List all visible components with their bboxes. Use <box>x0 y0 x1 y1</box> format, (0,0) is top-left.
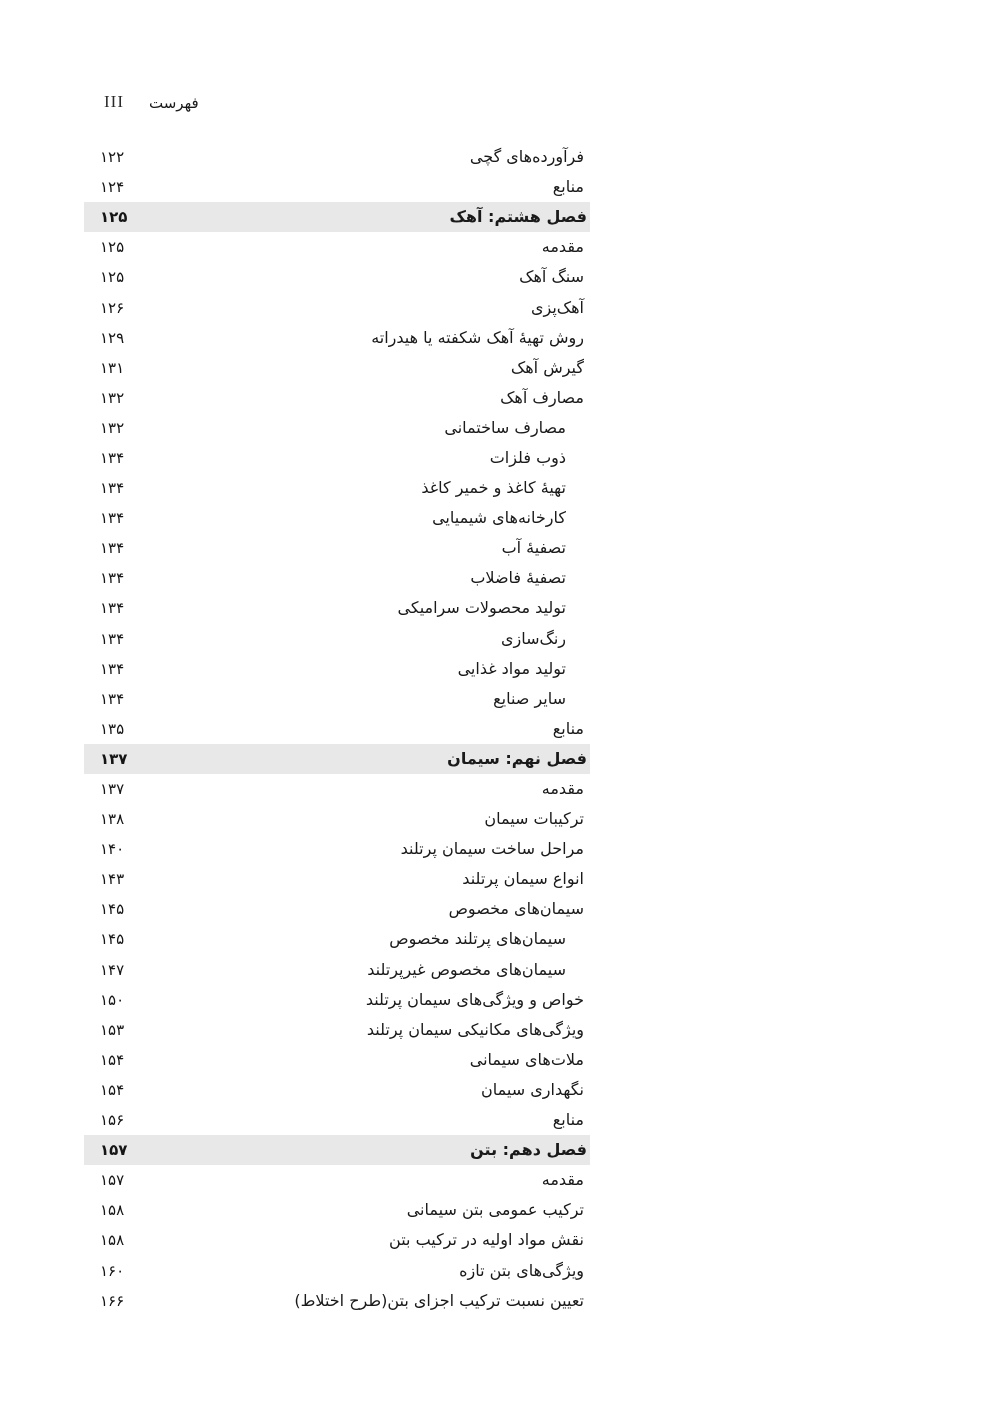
toc-entry <box>84 774 590 804</box>
toc-entry-page-number: ۱۳۴ <box>100 629 125 648</box>
toc-entry-page-number: ۱۶۶ <box>100 1291 125 1310</box>
toc-entry <box>84 413 590 443</box>
toc-entry <box>84 1015 590 1045</box>
toc-entry-page-number: ۱۲۴ <box>100 178 125 197</box>
toc-entry <box>84 864 590 894</box>
toc-entry <box>84 1225 590 1255</box>
toc-entry-title: تولید محصولات سرامیکی <box>397 598 566 618</box>
toc-entry-title: منابع <box>552 177 584 197</box>
toc-entry <box>84 443 590 473</box>
toc-entry-page-number: ۱۳۷ <box>100 780 125 799</box>
toc-entry-title: ترکیب عمومی بتن سیمانی <box>406 1200 584 1220</box>
toc-entry <box>84 834 590 864</box>
toc-entry-page-number: ۱۵۸ <box>100 1231 125 1250</box>
toc-entry-page-number: ۱۳۴ <box>100 539 125 558</box>
toc-entry-page-number: ۱۵۰ <box>100 990 125 1009</box>
toc-entry-page-number: ۱۳۴ <box>100 448 125 467</box>
toc-entry-page-number: ۱۳۱ <box>100 358 125 377</box>
toc-chapter-entry <box>84 202 590 232</box>
toc-entry-title: انواع سیمان پرتلند <box>462 869 584 889</box>
toc-entry <box>84 1255 590 1285</box>
toc-entry <box>84 593 590 623</box>
header-title: فهرست <box>149 94 199 112</box>
toc-entry-title: منابع <box>552 718 584 738</box>
toc-entry <box>84 1045 590 1075</box>
toc-entry-title: منابع <box>552 1110 584 1130</box>
toc-entry <box>84 353 590 383</box>
toc-entry-page-number: ۱۳۴ <box>100 509 125 528</box>
toc-entry-title: تولید مواد غذایی <box>457 658 566 678</box>
toc-entry <box>84 172 590 202</box>
toc-chapter-entry <box>84 1135 590 1165</box>
toc-entry-page-number: ۱۲۵ <box>100 208 128 227</box>
toc-entry-title: فصل دهم: بتن <box>470 1140 587 1160</box>
toc-entry-page-number: ۱۲۲ <box>100 148 125 167</box>
toc-entry-title: سیمان‌های پرتلند مخصوص <box>389 929 566 949</box>
toc-entry <box>84 473 590 503</box>
toc-entry <box>84 654 590 684</box>
toc-entry-page-number: ۱۳۴ <box>100 569 125 588</box>
page-header <box>0 0 1000 130</box>
toc-entry <box>84 1075 590 1105</box>
toc-entry-title: تصفیۀ فاضلاب <box>470 568 566 588</box>
toc-entry-page-number: ۱۲۵ <box>100 268 125 287</box>
toc-entry-title: تهیۀ کاغذ و خمیر کاغذ <box>421 478 566 498</box>
toc-entry-title: ویژگی‌های مکانیکی سیمان پرتلند <box>366 1019 584 1039</box>
toc-entry-page-number: ۱۳۴ <box>100 659 125 678</box>
toc-entry-page-number: ۱۵۷ <box>100 1141 128 1160</box>
toc-entry-page-number: ۱۲۹ <box>100 328 125 347</box>
toc-entry-page-number: ۱۵۴ <box>100 1080 125 1099</box>
toc-entry <box>84 323 590 353</box>
toc-entry <box>84 684 590 714</box>
toc-entry-page-number: ۱۲۵ <box>100 238 125 257</box>
toc-entry-page-number: ۱۳۴ <box>100 689 125 708</box>
toc-entry <box>84 232 590 262</box>
toc-entry <box>84 292 590 322</box>
toc-entry <box>84 1165 590 1195</box>
toc-entry-title: مراحل ساخت سیمان پرتلند <box>400 839 584 859</box>
toc-entry-title: رنگ‌سازی <box>500 628 566 648</box>
toc-entry-title: روش تهیۀ آهک شکفته یا هیدراته <box>371 327 584 347</box>
toc-entry-page-number: ۱۵۶ <box>100 1111 125 1130</box>
toc-entry-title: سایر صنایع <box>493 688 566 708</box>
toc-entry-title: کارخانه‌های شیمیایی <box>432 508 566 528</box>
toc-entry <box>84 1286 590 1316</box>
toc-entry <box>84 383 590 413</box>
toc-entry-title: مصارف ساختمانی <box>444 417 566 437</box>
toc-entry-page-number: ۱۳۴ <box>100 599 125 618</box>
toc-entry-page-number: ۱۵۳ <box>100 1020 125 1039</box>
toc-entry-page-number: ۱۵۴ <box>100 1050 125 1069</box>
toc-entry-title: نقش مواد اولیه در ترکیب بتن <box>389 1230 584 1250</box>
toc-entry-page-number: ۱۳۴ <box>100 479 125 498</box>
toc-entry-title: فصل هشتم: آهک <box>449 207 587 227</box>
toc-entry-page-number: ۱۵۸ <box>100 1201 125 1220</box>
roman-page-number: III <box>104 92 124 111</box>
toc-entry-title: مقدمه <box>541 779 584 799</box>
toc-entry-page-number: ۱۳۸ <box>100 810 125 829</box>
toc-entry-title: تعیین نسبت ترکیب اجزای بتن(طرح اختلاط) <box>294 1290 584 1310</box>
toc-entry-title: گیرش آهک <box>510 357 584 377</box>
toc-entry-title: سنگ آهک <box>519 267 584 287</box>
toc-entry-page-number: ۱۴۵ <box>100 930 125 949</box>
toc-entry <box>84 1105 590 1135</box>
toc-entry-page-number: ۱۶۰ <box>100 1261 125 1280</box>
toc-entry <box>84 955 590 985</box>
toc-entry-page-number: ۱۴۷ <box>100 960 125 979</box>
toc-entry-page-number: ۱۵۷ <box>100 1171 125 1190</box>
toc-entry-page-number: ۱۴۵ <box>100 900 125 919</box>
toc-entry <box>84 714 590 744</box>
toc-entry-page-number: ۱۲۶ <box>100 298 125 317</box>
toc-entry <box>84 804 590 834</box>
toc-entry-page-number: ۱۳۲ <box>100 388 125 407</box>
toc-entry <box>84 894 590 924</box>
toc-entry <box>84 563 590 593</box>
toc-chapter-entry <box>84 744 590 774</box>
toc-entry <box>84 924 590 954</box>
toc-entry <box>84 1195 590 1225</box>
toc-entry-title: مصارف آهک <box>500 387 584 407</box>
toc-entry-title: ملات‌های سیمانی <box>469 1049 584 1069</box>
toc-entry-page-number: ۱۳۷ <box>100 749 128 768</box>
toc-entry-page-number: ۱۳۵ <box>100 719 125 738</box>
toc-entry-page-number: ۱۴۰ <box>100 840 125 859</box>
toc-entry-title: ترکیبات سیمان <box>484 809 584 829</box>
toc-entry-title: مقدمه <box>541 237 584 257</box>
toc-entry-title: سیمان‌های مخصوص غیرپرتلند <box>367 959 566 979</box>
toc-entry-page-number: ۱۳۲ <box>100 418 125 437</box>
toc-entry <box>84 533 590 563</box>
toc-entry-title: فرآورده‌های گچی <box>469 147 584 167</box>
toc-entry <box>84 624 590 654</box>
toc-entry <box>84 262 590 292</box>
toc-entry-title: تصفیۀ آب <box>501 538 566 558</box>
toc-entry-title: ویژگی‌های بتن تازه <box>459 1260 584 1280</box>
toc-entry-title: فصل نهم: سیمان <box>447 748 587 768</box>
toc-entry-page-number: ۱۴۳ <box>100 870 125 889</box>
toc-entry <box>84 503 590 533</box>
toc-entry-title: مقدمه <box>541 1170 584 1190</box>
toc-entry-title: نگهداری سیمان <box>481 1079 584 1099</box>
toc-entry-title: ذوب فلزات <box>489 447 566 467</box>
toc-entry-title: آهک‌پزی <box>530 297 584 317</box>
toc-entry <box>84 985 590 1015</box>
toc-entry <box>84 142 590 172</box>
toc-list <box>84 142 590 1316</box>
toc-entry-title: سیمان‌های مخصوص <box>448 899 584 919</box>
toc-entry-title: خواص و ویژگی‌های سیمان پرتلند <box>365 989 584 1009</box>
